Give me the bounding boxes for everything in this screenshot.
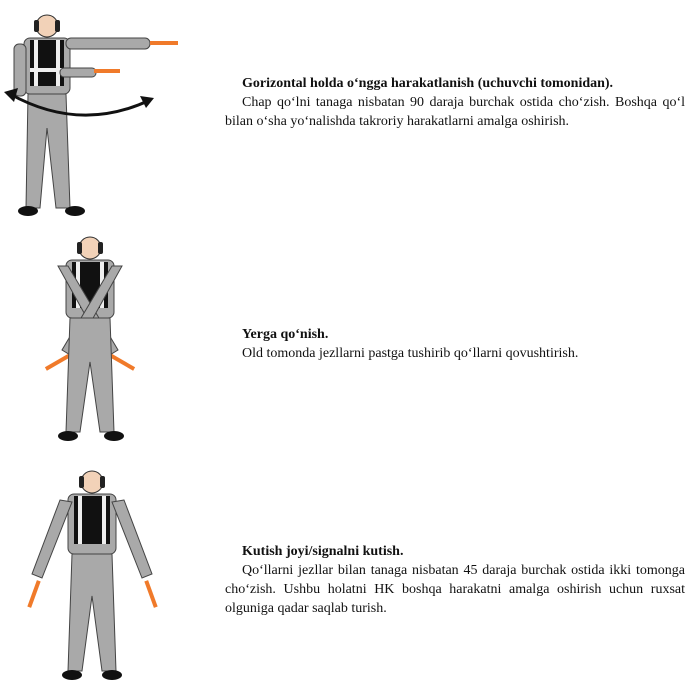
signal-description: Old tomonda jezllarni pastga tushirib qo‘llarni qovushtirish. — [242, 346, 579, 361]
signal-title: Kutish joyi/signalni kutish. — [242, 544, 404, 559]
signal-title: Gorizontal holda o‘ngga harakatlanish (uchuvchi tomonidan). — [242, 76, 614, 91]
signal-description: Qo‘llarni jezllar bilan tanaga nisbatan 45 daraja burchak ostida ikki tomonga cho‘zish. Ushbu holatni HK boshqa harakatni amalga oshirish uchun ruxsat olguniga qadar saqlab turish. — [225, 563, 685, 616]
signal-block-hold — [225, 542, 685, 618]
marshaller-land-figure — [40, 232, 140, 447]
marshaller-turn-right-figure — [0, 8, 190, 220]
signal-description: Chap qo‘lni tanaga nisbatan 90 daraja burchak ostida cho‘zish. Boshqa qo‘l bilan o‘sha yo‘nalishda takroriy harakatlarni amalga oshirish. — [225, 95, 685, 129]
signal-block-turn-right — [225, 74, 685, 131]
marshaller-hold-figure — [20, 466, 165, 686]
signal-title: Yerga qo‘nish. — [242, 327, 329, 342]
signal-block-land — [225, 325, 685, 363]
